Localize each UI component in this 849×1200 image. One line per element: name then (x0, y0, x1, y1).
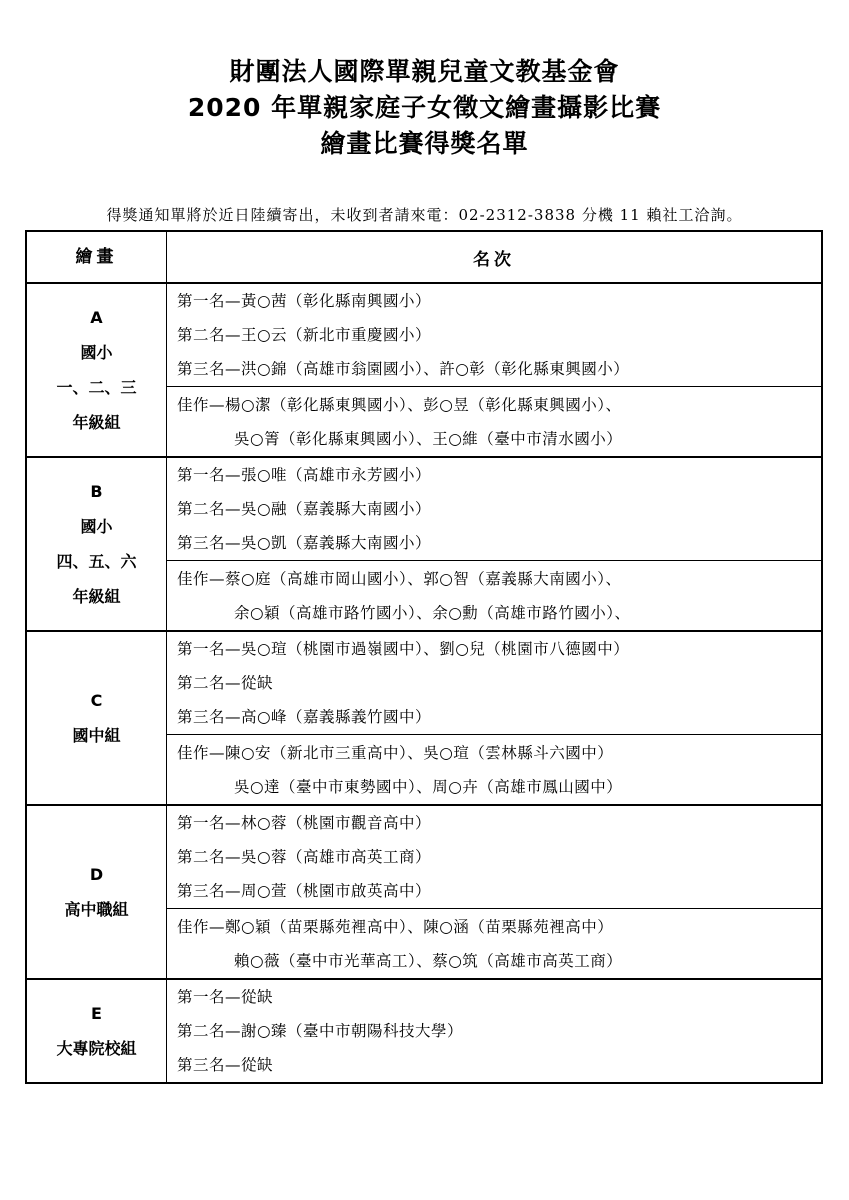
prize-line: 第三名—洪○錦（高雄市翁園國小）、許○彰（彰化縣東興國小） (177, 360, 630, 378)
honorable-mention-line: 佳作—陳○安（新北市三重高中）、吳○瑄（雲林縣斗六國中） (177, 744, 614, 762)
prize-line: 第一名—黃○茜（彰化縣南興國小） (177, 292, 432, 310)
group-results (167, 458, 821, 630)
group-rows (27, 282, 821, 1082)
group-results (167, 806, 821, 978)
prize-line: 第三名—周○萱（桃園市啟英高中） (177, 882, 432, 900)
prize-line: 第二名—王○云（新北市重慶國小） (177, 326, 432, 344)
honorable-mention-line: 佳作—楊○潔（彰化縣東興國小）、彭○昱（彰化縣東興國小）、 (177, 396, 622, 414)
results-title: 繪畫比賽得獎名單 (320, 129, 529, 158)
prize-line: 第三名—從缺 (177, 1056, 274, 1074)
contest-title: 2020 年單親家庭子女徵文繪畫攝影比賽 (187, 93, 662, 122)
prize-line: 第二名—從缺 (177, 674, 274, 692)
group-label-line: B (90, 482, 103, 501)
prize-line: 第一名—從缺 (177, 988, 274, 1006)
group-label-line: D (89, 865, 104, 884)
group-label-line: 國中組 (72, 726, 121, 745)
group-row (27, 978, 821, 1082)
group-row (27, 282, 821, 456)
group-label (27, 284, 167, 456)
prize-line: 第三名—高○峰（嘉義縣義竹國中） (177, 708, 432, 726)
prize-list (167, 806, 821, 908)
group-row (27, 804, 821, 978)
honorable-mention-line: 余○穎（高雄市路竹國小）、余○勳（高雄市路竹國小）、 (234, 604, 631, 622)
prize-line: 第三名—吳○凱（嘉義縣大南國小） (177, 534, 432, 552)
prize-line: 第一名—吳○瑄（桃園市過嶺國中）、劉○兒（桃園市八德國中） (177, 640, 630, 658)
awards-table (25, 230, 823, 1084)
group-label-line: E (91, 1004, 102, 1023)
prize-line: 第二名—吳○融（嘉義縣大南國小） (177, 500, 432, 518)
group-row (27, 456, 821, 630)
honorable-mention-list (167, 734, 821, 804)
group-results (167, 284, 821, 456)
honorable-mention-list (167, 908, 821, 978)
contact-notice: 得獎通知單將於近日陸續寄出，未收到者請來電：02-2312-3838 分機 11 賴社工洽詢。 (106, 206, 743, 224)
group-label-line: 大專院校組 (56, 1039, 137, 1058)
prize-list (167, 980, 821, 1082)
group-label-line: A (90, 308, 103, 327)
honorable-mention-line: 佳作—鄭○穎（苗栗縣苑裡高中）、陳○涵（苗栗縣苑裡高中） (177, 918, 614, 936)
header-ranking: 名次 (473, 249, 515, 270)
group-label-line: 四、五、六 (56, 552, 137, 571)
honorable-mention-list (167, 386, 821, 456)
prize-list (167, 632, 821, 734)
prize-line: 第一名—林○蓉（桃園市觀音高中） (177, 814, 432, 832)
table-header-row (27, 232, 821, 282)
header-category: 繪畫 (27, 232, 167, 282)
prize-line: 第二名—吳○蓉（高雄市高英工商） (177, 848, 432, 866)
honorable-mention-line: 賴○薇（臺中市光華高工）、蔡○筑（高雄市高英工商） (234, 952, 623, 970)
group-row (27, 630, 821, 804)
prize-list (167, 458, 821, 560)
foundation-title: 財團法人國際單親兒童文教基金會 (229, 57, 620, 86)
group-label-line: 年級組 (72, 413, 121, 432)
group-results (167, 980, 821, 1082)
group-label-line: C (90, 691, 103, 710)
group-label (27, 980, 167, 1082)
honorable-mention-line: 吳○箐（彰化縣東興國小）、王○維（臺中市清水國小） (234, 430, 623, 448)
group-label-line: 一、二、三 (56, 378, 137, 397)
group-label-line: 國小 (80, 517, 113, 536)
group-label-line: 年級組 (72, 587, 121, 606)
group-results (167, 632, 821, 804)
honorable-mention-list (167, 560, 821, 630)
group-label-line: 高中職組 (64, 900, 129, 919)
group-label (27, 458, 167, 630)
honorable-mention-line: 吳○達（臺中市東勢國中）、周○卉（高雄市鳳山國中） (234, 778, 623, 796)
honorable-mention-line: 佳作—蔡○庭（高雄市岡山國小）、郭○智（嘉義縣大南國小）、 (177, 570, 622, 588)
group-label (27, 632, 167, 804)
prize-line: 第二名—謝○臻（臺中市朝陽科技大學） (177, 1022, 464, 1040)
prize-line: 第一名—張○唯（高雄市永芳國小） (177, 466, 432, 484)
prize-list (167, 284, 821, 386)
group-label (27, 806, 167, 978)
group-label-line: 國小 (80, 343, 113, 362)
